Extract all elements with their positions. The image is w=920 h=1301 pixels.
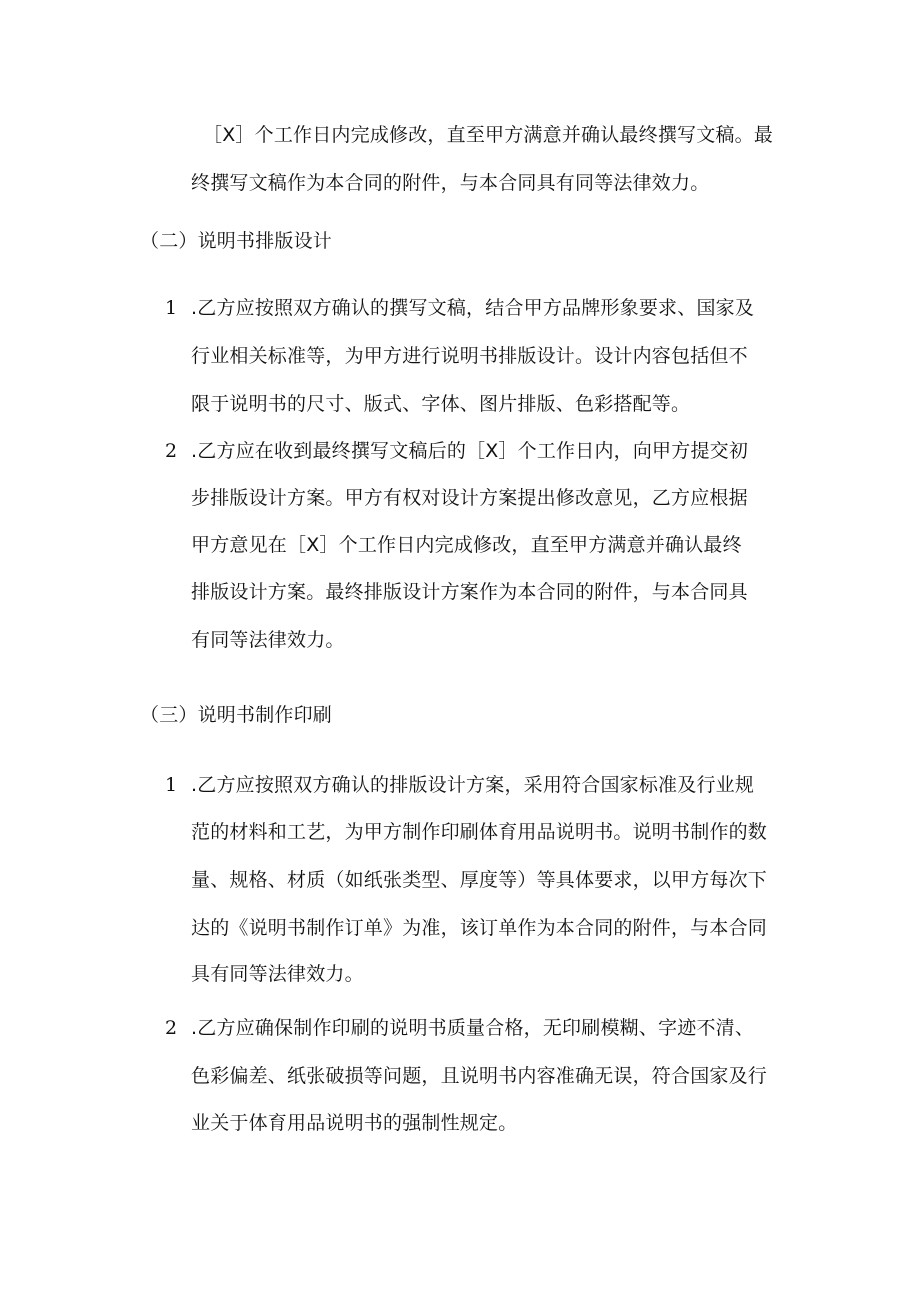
section-2-heading: （二）说明书排版设计 [140, 230, 333, 252]
section-3-item-1-line: 范的材料和工艺，为甲方制作印刷体育用品说明书。说明书制作的数 [191, 821, 768, 843]
section-2-item-2-line: 有同等法律效力。 [191, 629, 345, 651]
section-3-item-2-line: 色彩偏差、纸张破损等问题，且说明书内容准确无误，符合国家及行 [191, 1065, 768, 1087]
section-3-item-1-line: 达的《说明书制作订单》为准，该订单作为本合同的附件，与本合同 [191, 917, 768, 939]
section-2-item-1-line: .乙方应按照双方确认的撰写文稿，结合甲方品牌形象要求、国家及 [191, 297, 755, 319]
section-3-item-1-line: .乙方应按照双方确认的排版设计方案，采用符合国家标准及行业规 [191, 774, 755, 796]
section-3-item-1-line: 具有同等法律效力。 [191, 963, 364, 985]
section-2-item-1-line: 行业相关标准等，为甲方进行说明书排版设计。设计内容包括但不 [191, 345, 748, 367]
intro-line-1: ［X］个工作日内完成修改，直至甲方满意并确认最终撰写文稿。最 [203, 124, 774, 146]
section-3-heading: （三）说明书制作印刷 [140, 704, 333, 726]
section-2-item-2-line: 步排版设计方案。甲方有权对设计方案提出修改意见，乙方应根据 [191, 487, 748, 509]
section-2-item-2-line: 甲方意见在［X］个工作日内完成修改，直至甲方满意并确认最终 [191, 534, 742, 556]
section-3-item-2-number: 2 [165, 1017, 178, 1039]
section-3-item-1-number: 1 [165, 774, 178, 796]
section-2-item-1-line: 限于说明书的尺寸、版式、字体、图片排版、色彩搭配等。 [191, 393, 691, 415]
intro-line-2: 终撰写文稿作为本合同的附件，与本合同具有同等法律效力。 [191, 172, 710, 194]
section-2-item-2-line: 排版设计方案。最终排版设计方案作为本合同的附件，与本合同具 [191, 581, 748, 603]
section-2-item-2-line: .乙方应在收到最终撰写文稿后的［X］个工作日内，向甲方提交初 [191, 440, 749, 462]
section-3-item-2-line: .乙方应确保制作印刷的说明书质量合格，无印刷模糊、字迹不清、 [191, 1017, 755, 1039]
section-3-item-1-line: 量、规格、材质（如纸张类型、厚度等）等具体要求，以甲方每次下 [191, 869, 768, 891]
section-2-item-2-number: 2 [165, 440, 178, 462]
section-2-item-1-number: 1 [165, 297, 178, 319]
section-3-item-2-line: 业关于体育用品说明书的强制性规定。 [191, 1112, 518, 1134]
